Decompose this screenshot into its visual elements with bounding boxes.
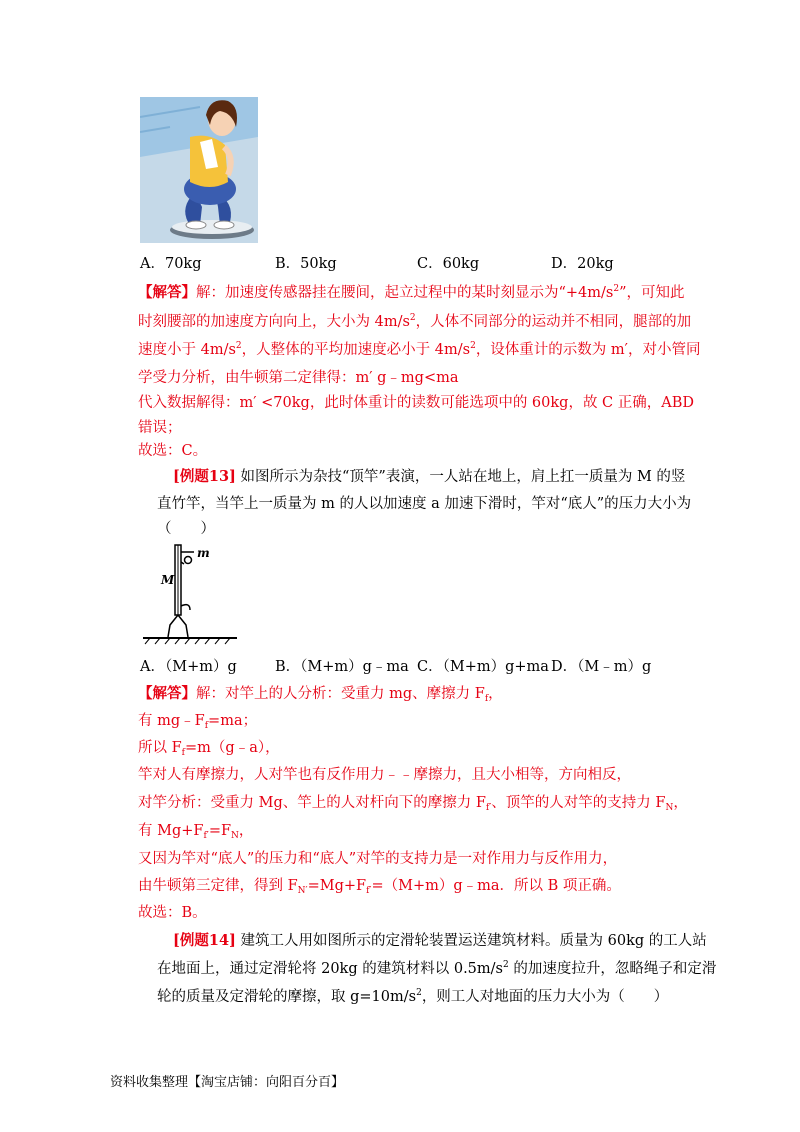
- option-d: D．（M﹣m）g: [551, 659, 652, 675]
- answer-line: 学受力分析，由牛顿第二定律得：m′ g﹣mg<ma: [138, 370, 459, 386]
- answer-line: 错误；: [138, 420, 182, 436]
- answer-line: 速度小于 $4m/s^2$，人整体的平均加速度必小于 $4m/s^2$，设体重计的示数为 m′，对小管同: [138, 341, 701, 358]
- answer-line: 竿对人有摩擦力，人对竿也有反作用力﹣﹣摩擦力，且大小相等，方向相反，: [138, 767, 631, 783]
- answer-line: 所以 $F_f=m(g﹣a)$，: [138, 740, 280, 758]
- question-line: [例题14] 建筑工人用如图所示的定滑轮装置运送建筑材料。质量为 60kg 的工人站: [173, 932, 707, 949]
- question-line: 直竹竿，当竿上一质量为 m 的人以加速度 a 加速下滑时，竿对“底人”的压力大小为: [157, 496, 692, 512]
- question-tag: [例题14]: [173, 932, 236, 949]
- answer-line: 代入数据解得：m′ <70kg，此时体重计的读数可能选项中的 60kg，故 C 正确，ABD: [138, 395, 695, 411]
- answer-line: 时刻腰部的加速度方向向上，大小为 $4m/s^2$，人体不同部分的运动并不相同，腿部的加: [138, 313, 692, 330]
- answer-line: 又因为竿对“底人”的压力和“底人”对竿的支持力是一对作用力与反作用力，: [138, 851, 618, 867]
- question-line: 轮的质量及定滑轮的摩擦，取 $g=10m/s^2$，则工人对地面的压力大小为（ ）: [157, 988, 669, 1005]
- option-a: A．（M+m）g: [140, 659, 237, 675]
- answer-tag: 【解答】: [138, 284, 196, 301]
- option-d: D．20kg: [551, 256, 614, 272]
- option-b: B．（M+m）g﹣ma: [275, 659, 409, 675]
- figure-pole-acrobat: [140, 540, 240, 645]
- answer-line: 对竿分析：受重力 Mg、竿上的人对杆向下的摩擦力 $F_{f'}$、顶竿的人对竿的支持力 $F_N$，: [138, 795, 688, 813]
- answer-line: 由牛顿第三定律，得到 $F_{N'}=Mg+F_{f'}=(M+m)g﹣ma$．所以 B 项正确。: [138, 878, 621, 896]
- option-c: C．（M+m）g+ma: [417, 659, 549, 675]
- answer-choice: 故选：C。: [138, 443, 208, 459]
- option-a: A．70kg: [140, 256, 202, 272]
- option-c: C．60kg: [417, 256, 480, 272]
- answer-tag: 【解答】: [138, 685, 196, 702]
- answer-line: 有 $Mg+F_{f'}=F_N$，: [138, 823, 254, 841]
- answer-line: 【解答】解：加速度传感器挂在腰间，起立过程中的某时刻显示为“$+4m/s^2$”，可知此: [138, 284, 685, 301]
- figure-label-m: m: [197, 546, 210, 560]
- page-footer: 资料收集整理【淘宝店铺：向阳百分百】: [110, 1075, 345, 1090]
- question-line: （ ）: [157, 521, 215, 537]
- question-line: 在地面上，通过定滑轮将 20kg 的建筑材料以 $0.5m/s^2$ 的加速度拉升，忽略绳子和定滑: [157, 960, 717, 977]
- question-line: [例题13] 如图所示为杂技“顶竿”表演，一人站在地上，肩上扛一质量为 M 的竖: [173, 468, 686, 485]
- answer-line: 有 $mg﹣F_f=ma$；: [138, 713, 258, 731]
- answer-choice: 故选：B。: [138, 905, 207, 921]
- option-b: B．50kg: [275, 256, 337, 272]
- figure-woman-on-scale: [140, 97, 258, 243]
- figure-label-M: M: [161, 573, 175, 587]
- question-tag: [例题13]: [173, 468, 236, 485]
- answer-line: 【解答】解：对竿上的人分析：受重力 mg、摩擦力 $F_f$，: [138, 685, 503, 704]
